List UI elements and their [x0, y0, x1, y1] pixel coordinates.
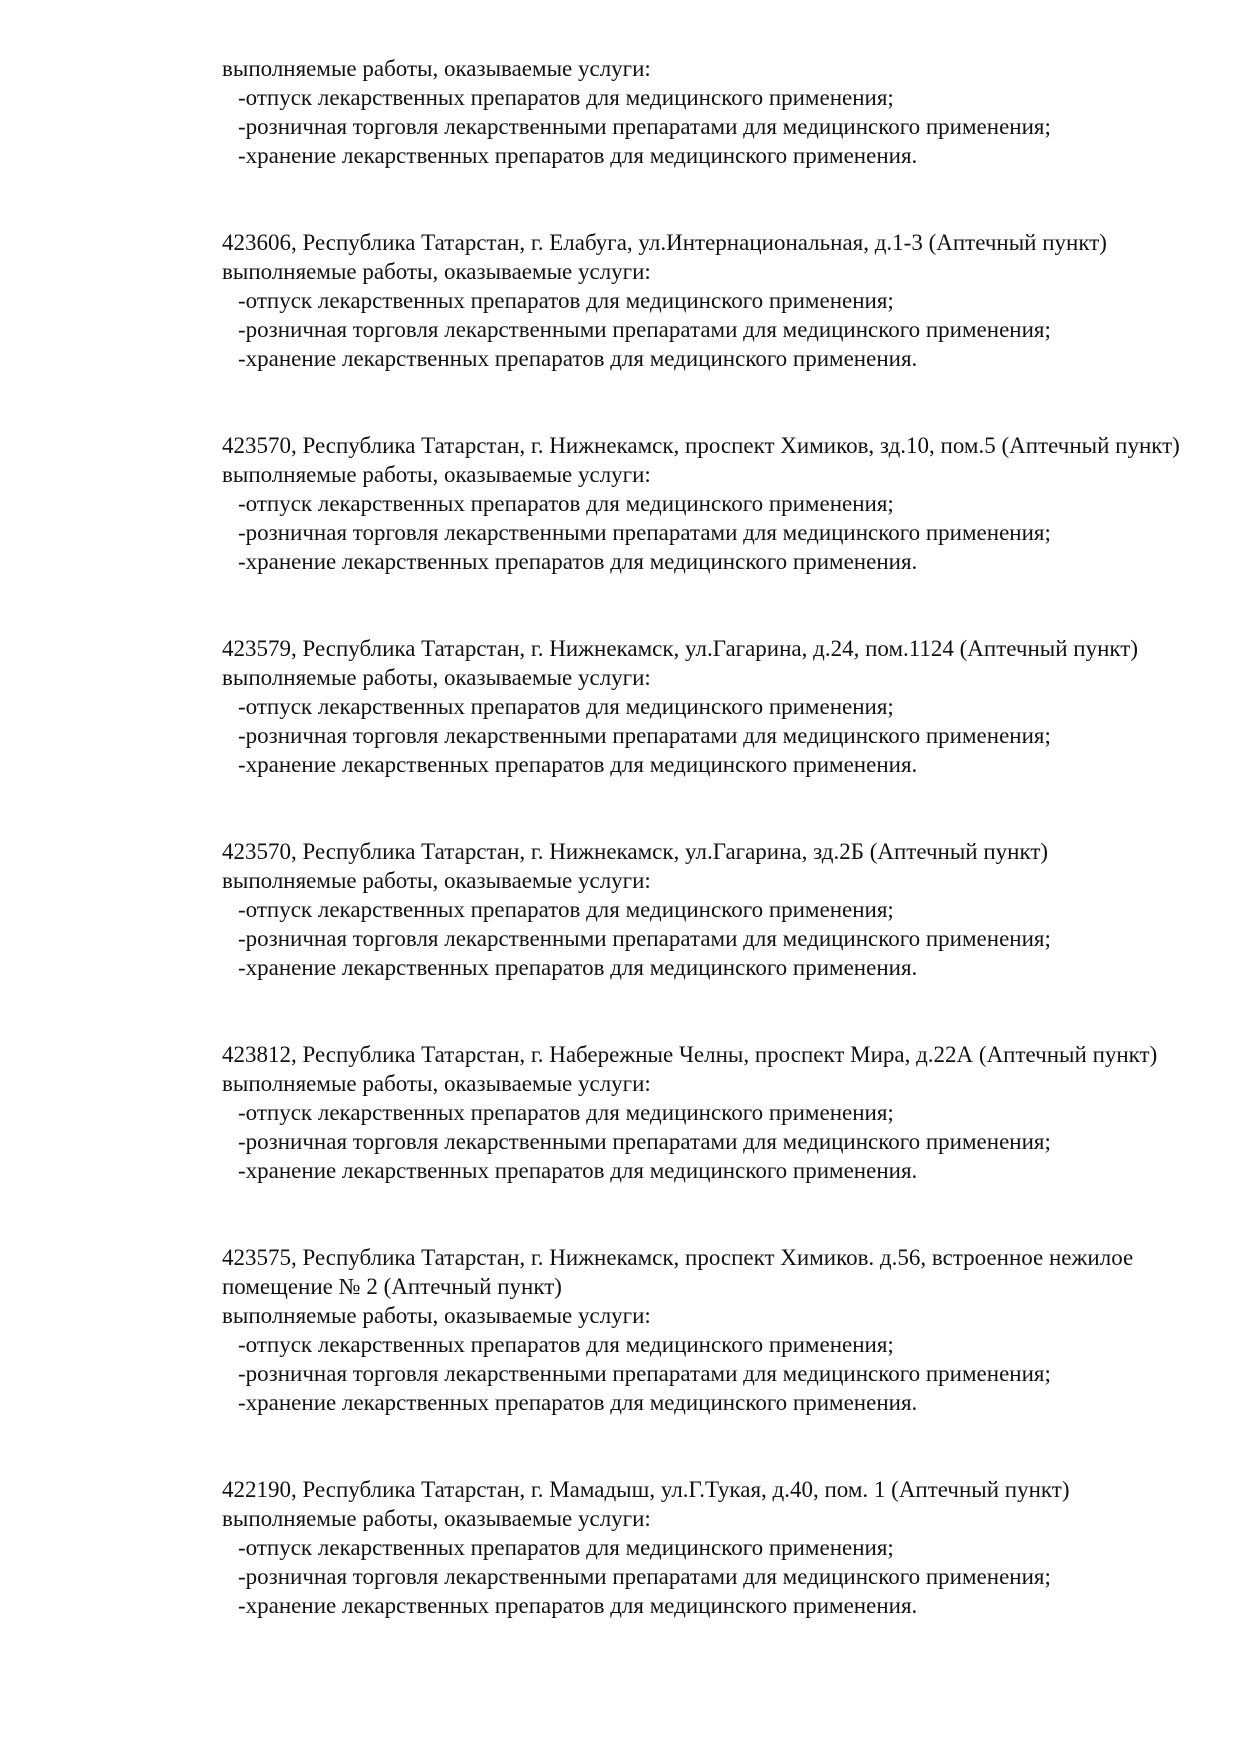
pharmacy-entry — [222, 431, 1182, 576]
service-item: -хранение лекарственных препаратов для медицинского применения. — [238, 1390, 918, 1415]
service-item: -хранение лекарственных препаратов для медицинского применения. — [238, 752, 918, 777]
pharmacy-address: 423812, Республика Татарстан, г. Набережные Челны, проспект Мира, д.22А (Аптечный пункт) — [222, 1042, 1158, 1067]
service-item: -розничная торговля лекарственными препаратами для медицинского применения; — [238, 1129, 1051, 1154]
pharmacy-address: 422190, Республика Татарстан, г. Мамадыш, ул.Г.Тукая, д.40, пом. 1 (Аптечный пункт) — [222, 1477, 1070, 1502]
service-item: -розничная торговля лекарственными препаратами для медицинского применения; — [238, 1564, 1051, 1589]
service-item: -отпуск лекарственных препаратов для медицинского применения; — [238, 1535, 894, 1560]
service-item: -хранение лекарственных препаратов для медицинского применения. — [238, 1593, 918, 1618]
service-item: -отпуск лекарственных препаратов для медицинского применения; — [238, 491, 894, 516]
service-item: -хранение лекарственных препаратов для медицинского применения. — [238, 549, 918, 574]
pharmacy-address: 423579, Республика Татарстан, г. Нижнекамск, ул.Гагарина, д.24, пом.1124 (Аптечный пункт) — [222, 636, 1139, 661]
services-heading: выполняемые работы, оказываемые услуги: — [222, 56, 651, 81]
service-item: -отпуск лекарственных препаратов для медицинского применения; — [238, 694, 894, 719]
service-item: -розничная торговля лекарственными препаратами для медицинского применения; — [238, 1361, 1051, 1386]
service-item: -отпуск лекарственных препаратов для медицинского применения; — [238, 1332, 894, 1357]
service-item: -хранение лекарственных препаратов для медицинского применения. — [238, 143, 918, 168]
service-item: -розничная торговля лекарственными препаратами для медицинского применения; — [238, 520, 1051, 545]
pharmacy-entry — [222, 1475, 1182, 1620]
services-heading: выполняемые работы, оказываемые услуги: — [222, 462, 651, 487]
services-heading: выполняемые работы, оказываемые услуги: — [222, 868, 651, 893]
services-heading: выполняемые работы, оказываемые услуги: — [222, 1303, 651, 1328]
pharmacy-entry — [222, 634, 1182, 779]
services-heading: выполняемые работы, оказываемые услуги: — [222, 665, 651, 690]
pharmacy-address: 423570, Республика Татарстан, г. Нижнекамск, проспект Химиков, зд.10, пом.5 (Аптечный пункт) — [222, 433, 1180, 458]
service-item: -отпуск лекарственных препаратов для медицинского применения; — [238, 897, 894, 922]
pharmacy-entry — [222, 837, 1182, 982]
service-item: -отпуск лекарственных препаратов для медицинского применения; — [238, 85, 894, 110]
service-item: -розничная торговля лекарственными препаратами для медицинского применения; — [238, 114, 1051, 139]
service-item: -розничная торговля лекарственными препаратами для медицинского применения; — [238, 317, 1051, 342]
services-heading: выполняемые работы, оказываемые услуги: — [222, 1506, 651, 1531]
service-item: -розничная торговля лекарственными препаратами для медицинского применения; — [238, 723, 1051, 748]
service-item: -хранение лекарственных препаратов для медицинского применения. — [238, 1158, 918, 1183]
services-heading: выполняемые работы, оказываемые услуги: — [222, 1071, 651, 1096]
services-heading: выполняемые работы, оказываемые услуги: — [222, 259, 651, 284]
pharmacy-address: 423575, Республика Татарстан, г. Нижнекамск, проспект Химиков. д.56, встроенное нежилое помещение № 2 (Аптечный пункт) — [222, 1245, 1134, 1299]
service-item: -розничная торговля лекарственными препаратами для медицинского применения; — [238, 926, 1051, 951]
pharmacy-entry — [222, 1040, 1182, 1185]
pharmacy-entry — [222, 1243, 1182, 1417]
pharmacy-address: 423570, Республика Татарстан, г. Нижнекамск, ул.Гагарина, зд.2Б (Аптечный пункт) — [222, 839, 1049, 864]
pharmacy-address: 423606, Республика Татарстан, г. Елабуга, ул.Интернациональная, д.1-3 (Аптечный пункт) — [222, 230, 1107, 255]
service-item: -отпуск лекарственных препаратов для медицинского применения; — [238, 288, 894, 313]
service-item: -хранение лекарственных препаратов для медицинского применения. — [238, 346, 918, 371]
pharmacy-entry — [222, 54, 1182, 170]
service-item: -отпуск лекарственных препаратов для медицинского применения; — [238, 1100, 894, 1125]
service-item: -хранение лекарственных препаратов для медицинского применения. — [238, 955, 918, 980]
document-page — [222, 54, 1182, 1678]
pharmacy-entry — [222, 228, 1182, 373]
